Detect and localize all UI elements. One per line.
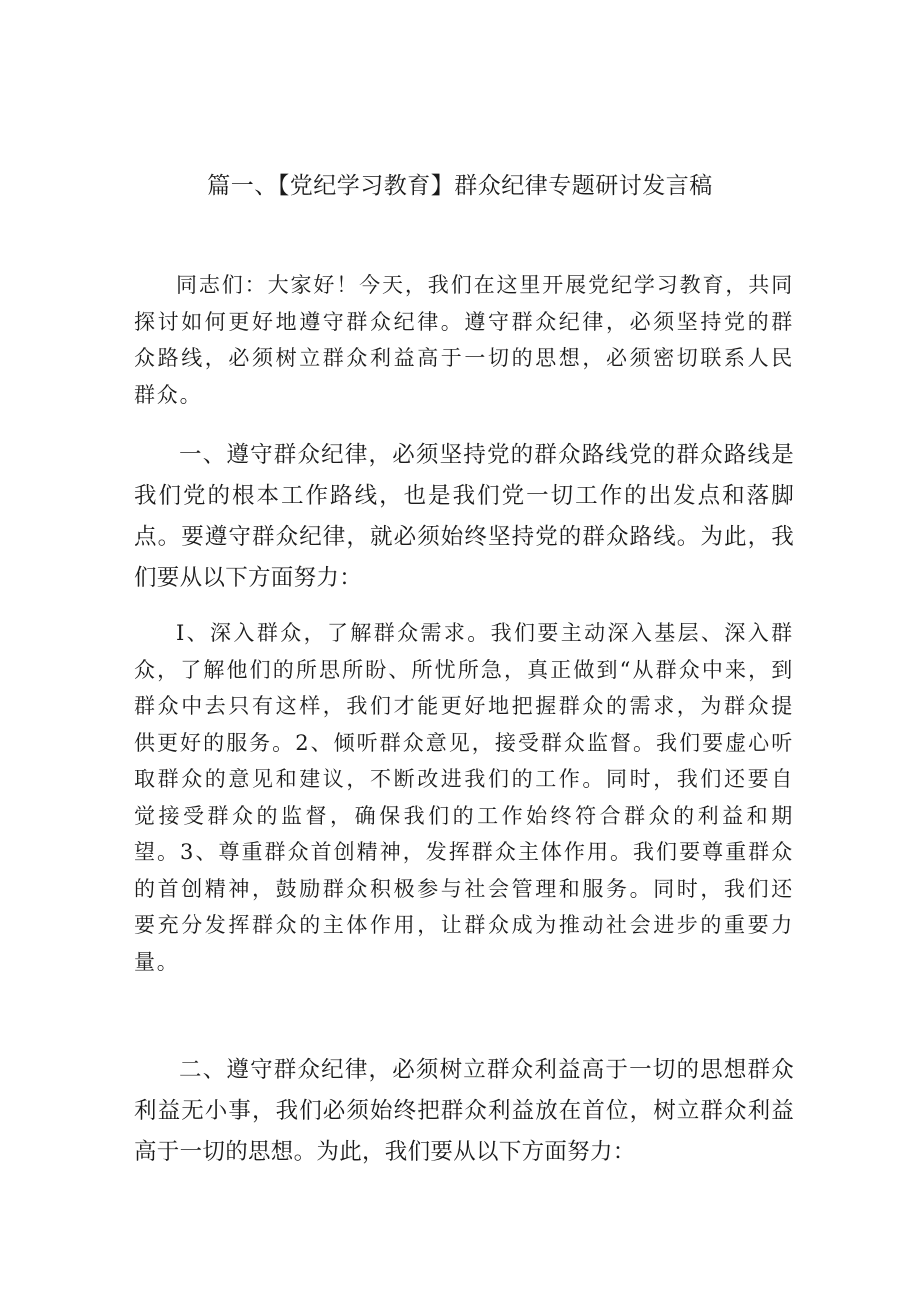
document-title: 篇一、【党纪学习教育】群众纪律专题研讨发言稿 bbox=[207, 173, 713, 199]
paragraph-section-one: 一、遵守群众纪律，必须坚持党的群众路线党的群众路线是我们党的根本工作路线，也是我们党一切工作的出发点和落脚点。要遵守群众纪律，就必须始终坚持党的群众路线。为此，我们要从以下方面努力： bbox=[134, 442, 794, 591]
paragraph-greeting: 同志们：大家好！今天，我们在这里开展党纪学习教育，共同探讨如何更好地遵守群众纪律。遵守群众纪律，必须坚持党的群众路线，必须树立群众利益高于一切的思想，必须密切联系人民群众。 bbox=[134, 273, 794, 407]
paragraph-section-two: 二、遵守群众纪律，必须树立群众利益高于一切的思想群众利益无小事，我们必须始终把群众利益放在首位，树立群众利益高于一切的思想。为此，我们要从以下方面努力： bbox=[134, 1057, 794, 1165]
paragraph-section-one-points: I、深入群众，了解群众需求。我们要主动深入基层、深入群众，了解他们的所思所盼、所忧所急，真正做到“从群众中来，到群众中去只有这样，我们才能更好地把握群众的需求，为群众提供更好的服务。2、倾听群众意见，接受群众监督。我们要虚心听取群众的意见和建议，不断改进我们的工作。同时，我们还要自觉接受群众的监督，确保我们的工作始终符合群众的利益和期望。3、尊重群众首创精神，发挥群众主体作用。我们要尊重群众的首创精神，鼓励群众积极参与社会管理和服务。同时，我们还要充分发挥群众的主体作用，让群众成为推动社会进步的重要力量。 bbox=[134, 621, 794, 974]
